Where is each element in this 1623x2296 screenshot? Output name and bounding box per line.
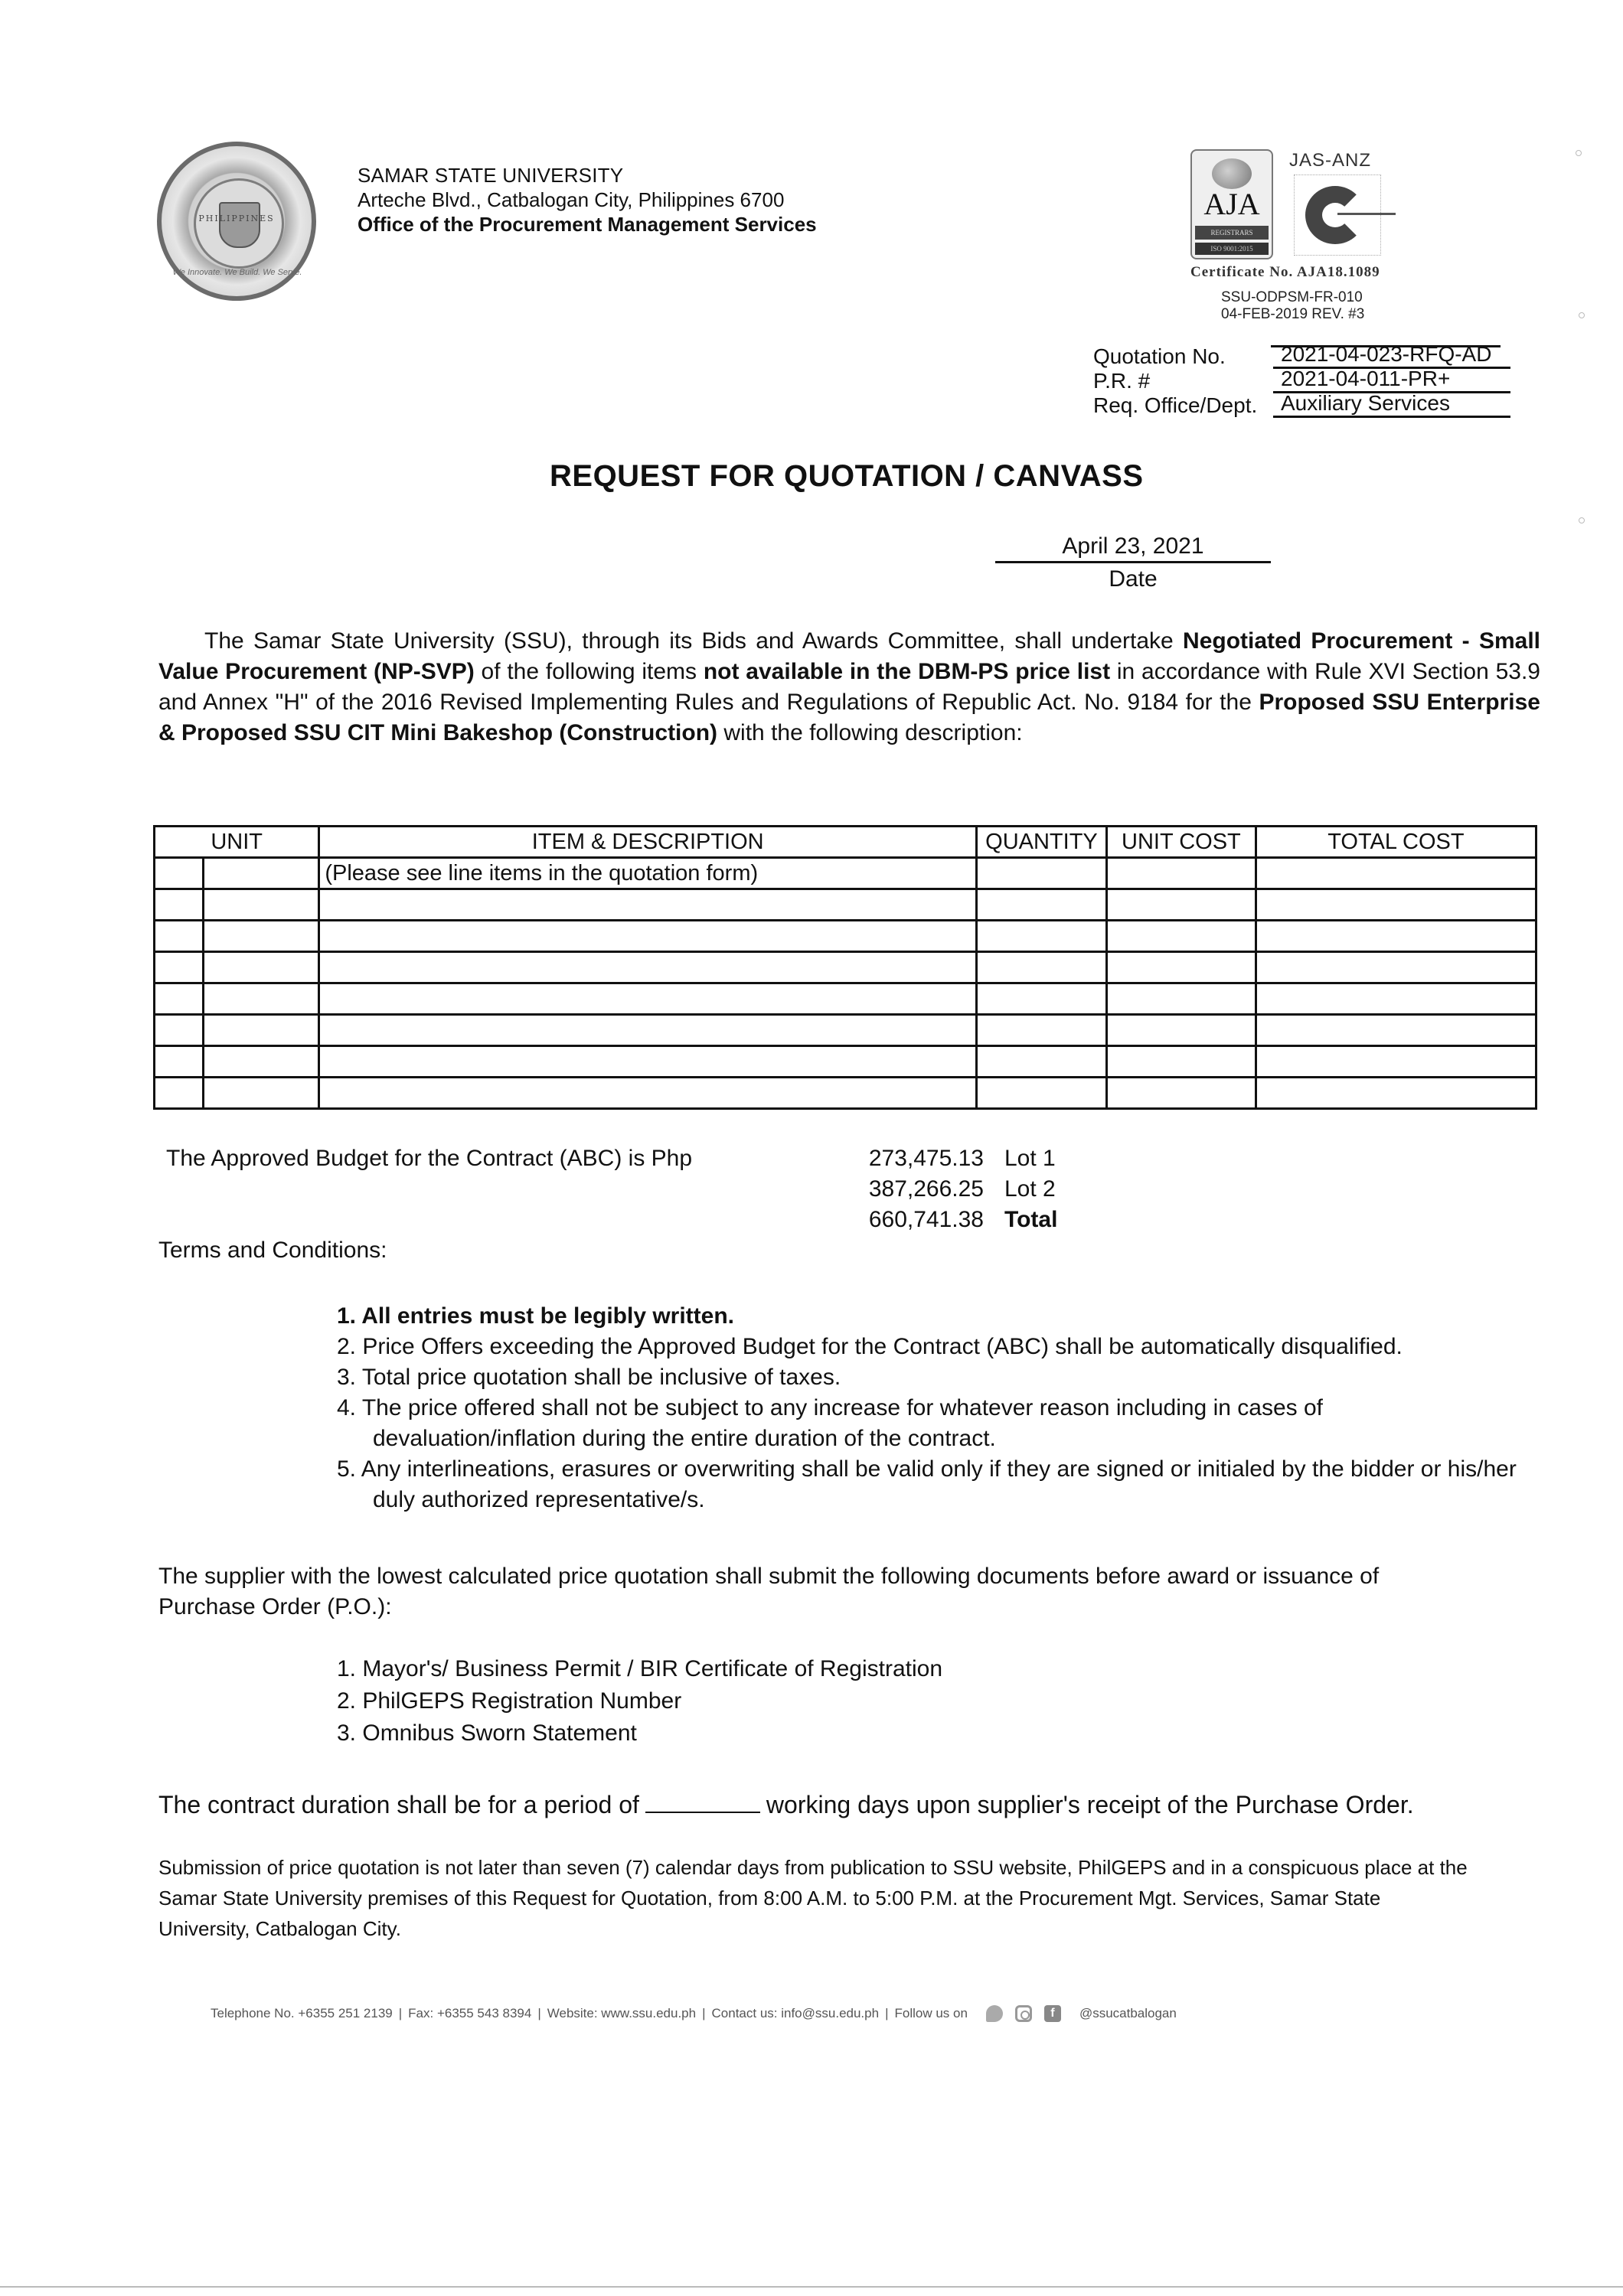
letterhead [358, 163, 817, 236]
quotation-info [1093, 344, 1510, 418]
abc-amount-lot1: 273,475.13 [868, 1146, 984, 1171]
unit-cost-cell [1106, 1078, 1256, 1109]
description-cell [319, 1015, 977, 1046]
unit-sub-cell [155, 983, 204, 1015]
quotation-no-value: 2021-04-023-RFQ-AD [1273, 342, 1510, 369]
intro-text-4: with the following description: [717, 720, 1023, 745]
footer-separator: | [398, 2006, 403, 2020]
submission-notice: Submission of price quotation is not later than seven (7) calendar days from publication to SSU website, PhilGEPS and in a conspicuous place at the Samar State University premises of this Request for Quotation, from 8:00 A.M. to 5:00 P.M. at the Procurement Mgt. Services, Samar State University, Catbalogan City. [158, 1856, 1468, 1940]
footer-separator: | [702, 2006, 706, 2020]
unit-cost-cell [1106, 858, 1256, 889]
abc-lot2-label: Lot 2 [1004, 1176, 1056, 1202]
scan-mark [1579, 312, 1585, 318]
required-documents-list [337, 1653, 942, 1750]
table-row [155, 1046, 1536, 1078]
quotation-no-row [1093, 344, 1510, 369]
dept-row [1093, 393, 1510, 418]
quotation-no-label: Quotation No. [1093, 344, 1226, 368]
footer-website: Website: www.ssu.edu.ph [547, 2006, 697, 2020]
dept-label: Req. Office/Dept. [1093, 393, 1258, 417]
facebook-icon: f [1044, 2005, 1061, 2022]
unit-sub-cell [155, 889, 204, 921]
description-cell [319, 983, 977, 1015]
term-item: 4. The price offered shall not be subject to any increase for whatever reason including in cases of devaluation/inflation during the entire duration of the contract. [337, 1395, 1323, 1451]
form-code: SSU-ODPSM-FR-010 [1221, 289, 1363, 305]
total-cost-cell [1256, 952, 1536, 983]
footer-separator: | [537, 2006, 541, 2020]
total-cost-cell [1256, 1078, 1536, 1109]
supplier-requirements-text: The supplier with the lowest calculated price quotation shall submit the following documents before award or issuance of Purchase Order (P.O.): [158, 1564, 1380, 1619]
total-cost-cell [1256, 1046, 1536, 1078]
description-cell [319, 1046, 977, 1078]
total-cost-cell [1256, 921, 1536, 952]
footer-follow-label: Follow us on [894, 2006, 968, 2020]
header-total-cost: TOTAL COST [1256, 827, 1536, 858]
term-item: 3. Total price quotation shall be inclusive of taxes. [337, 1365, 841, 1390]
terms-list [337, 1301, 1562, 1515]
footer-fax: Fax: +6355 543 8394 [408, 2006, 532, 2020]
contract-duration [158, 1791, 1414, 1819]
unit-sub-cell [155, 952, 204, 983]
footer-contact-email: Contact us: info@ssu.edu.ph [711, 2006, 880, 2020]
aja-text: AJA [1203, 187, 1260, 221]
unit-cost-cell [1106, 952, 1256, 983]
quantity-cell [976, 889, 1106, 921]
document-item: 3. Omnibus Sworn Statement [337, 1720, 637, 1746]
table-row [155, 952, 1536, 983]
header-quantity: QUANTITY [976, 827, 1106, 858]
term-item: 1. All entries must be legibly written. [337, 1303, 735, 1329]
intro-text-3: in accordance with Rule XVI Section 53.9 and Annex "H" of the 2016 Revised Implementing Rules and Regulations of Republic Act. No. 9184 for the [158, 659, 1540, 715]
unit-cell [203, 1015, 319, 1046]
abc-lot1-label: Lot 1 [1004, 1146, 1056, 1171]
quantity-cell [976, 983, 1106, 1015]
jas-anz-line [1337, 213, 1396, 215]
footer-separator: | [885, 2006, 889, 2020]
quantity-cell [976, 952, 1106, 983]
intro-text-1: The Samar State University (SSU), through its Bids and Awards Committee, shall undertake [204, 628, 1184, 654]
abc-amount-lot2: 387,266.25 [868, 1176, 984, 1202]
footer-telephone: Telephone No. +6355 251 2139 [211, 2006, 393, 2020]
unit-cell [203, 921, 319, 952]
quantity-cell [976, 1015, 1106, 1046]
unit-cell [203, 952, 319, 983]
document-item: 1. Mayor's/ Business Permit / BIR Certificate of Registration [337, 1656, 943, 1681]
description-cell [319, 952, 977, 983]
description-cell [319, 921, 977, 952]
table-row [155, 1078, 1536, 1109]
total-cost-cell [1256, 858, 1536, 889]
term-item: 2. Price Offers exceeding the Approved Budget for the Contract (ABC) shall be automatically disqualified. [337, 1334, 1403, 1359]
jas-anz-label: JAS-ANZ [1289, 150, 1372, 171]
aja-certification-logo [1190, 149, 1273, 259]
table-row [155, 983, 1536, 1015]
abc-total-label: Total [1004, 1207, 1058, 1232]
table-row [155, 889, 1536, 921]
description-cell [319, 889, 977, 921]
instagram-icon [1015, 2005, 1032, 2022]
header-unit-cost: UNIT COST [1106, 827, 1256, 858]
intro-project: Proposed SSU Enterprise & Proposed SSU CIT Mini Bakeshop (Construction) [158, 690, 1540, 745]
footer-contact [211, 2005, 1177, 2022]
quantity-cell [976, 858, 1106, 889]
quantity-cell [976, 1078, 1106, 1109]
description-cell: (Please see line items in the quotation form) [319, 858, 977, 889]
unit-sub-cell [155, 858, 204, 889]
abc-label: The Approved Budget for the Contract (ABC) is Php [166, 1146, 693, 1171]
unit-cell [203, 1078, 319, 1109]
unit-sub-cell [155, 1015, 204, 1046]
scan-mark [1579, 517, 1585, 523]
table-row [155, 858, 1536, 889]
header-unit: UNIT [155, 827, 319, 858]
seal-shield-icon [219, 202, 260, 248]
quantity-cell [976, 921, 1106, 952]
globe-icon [1212, 158, 1252, 189]
unit-cost-cell [1106, 889, 1256, 921]
unit-cell [203, 1046, 319, 1078]
abc-amount-total: 660,741.38 [868, 1207, 984, 1232]
unit-sub-cell [155, 1046, 204, 1078]
jas-anz-c-icon [1305, 186, 1365, 244]
certificate-number: Certificate No. AJA18.1089 [1190, 264, 1380, 280]
unit-sub-cell [155, 1078, 204, 1109]
duration-text-before: The contract duration shall be for a period of [158, 1791, 639, 1818]
pr-value: 2021-04-011-PR+ [1273, 367, 1510, 393]
unit-cell [203, 858, 319, 889]
duration-blank-field [645, 1812, 760, 1813]
term-item: 5. Any interlineations, erasures or overwriting shall be valid only if they are signed or initialed by the bidder or his/her duly authorized representative/s. [337, 1456, 1517, 1512]
duration-text-after: working days upon supplier's receipt of the Purchase Order. [766, 1791, 1414, 1818]
page-title: REQUEST FOR QUOTATION / CANVASS [550, 459, 1144, 493]
date-label: Date [1109, 566, 1158, 592]
jas-anz-logo [1294, 174, 1381, 256]
dept-value: Auxiliary Services [1273, 391, 1510, 418]
unit-cell [203, 889, 319, 921]
unit-cost-cell [1106, 1015, 1256, 1046]
unit-cost-cell [1106, 921, 1256, 952]
twitter-icon [986, 2005, 1003, 2022]
seal-text: PHILIPPINES [198, 214, 275, 223]
table-row [155, 921, 1536, 952]
terms-label: Terms and Conditions: [158, 1238, 387, 1263]
iso-text: ISO 9001:2015 [1195, 243, 1269, 255]
table-row [155, 1015, 1536, 1046]
intro-text-2: of the following items [474, 659, 704, 684]
intro-not-available: not available in the DBM-PS price list [703, 659, 1111, 684]
office-name: Office of the Procurement Management Services [358, 213, 817, 236]
university-motto: We Innovate. We Build. We Serve. [172, 268, 302, 277]
document-item: 2. PhilGEPS Registration Number [337, 1688, 682, 1714]
items-table [153, 825, 1537, 1110]
seal-inner-ring [194, 178, 284, 269]
university-name: SAMAR STATE UNIVERSITY [358, 164, 624, 187]
scan-mark [1576, 150, 1582, 156]
description-cell [319, 1078, 977, 1109]
intro-procurement-mode: Negotiated Procurement - Small Value Procurement (NP-SVP) [158, 628, 1540, 684]
form-revision: 04-FEB-2019 REV. #3 [1221, 306, 1365, 322]
unit-cell [203, 983, 319, 1015]
total-cost-cell [1256, 889, 1536, 921]
unit-cost-cell [1106, 1046, 1256, 1078]
university-address: Arteche Blvd., Catbalogan City, Philippines 6700 [358, 188, 785, 211]
pr-row [1093, 369, 1510, 393]
footer-social-handle: @ssucatbalogan [1079, 2006, 1177, 2020]
total-cost-cell [1256, 1015, 1536, 1046]
header-item-description: ITEM & DESCRIPTION [319, 827, 977, 858]
pr-label: P.R. # [1093, 369, 1151, 393]
total-cost-cell [1256, 983, 1536, 1015]
intro-paragraph [158, 626, 1540, 748]
page-bottom-edge [0, 2286, 1623, 2288]
date-value: April 23, 2021 [995, 533, 1271, 563]
form-code-block [1221, 289, 1364, 323]
quantity-cell [976, 1046, 1106, 1078]
unit-cost-cell [1106, 983, 1256, 1015]
items-header-row [155, 827, 1536, 858]
registrars-text: REGISTRARS [1195, 226, 1269, 240]
unit-sub-cell [155, 921, 204, 952]
